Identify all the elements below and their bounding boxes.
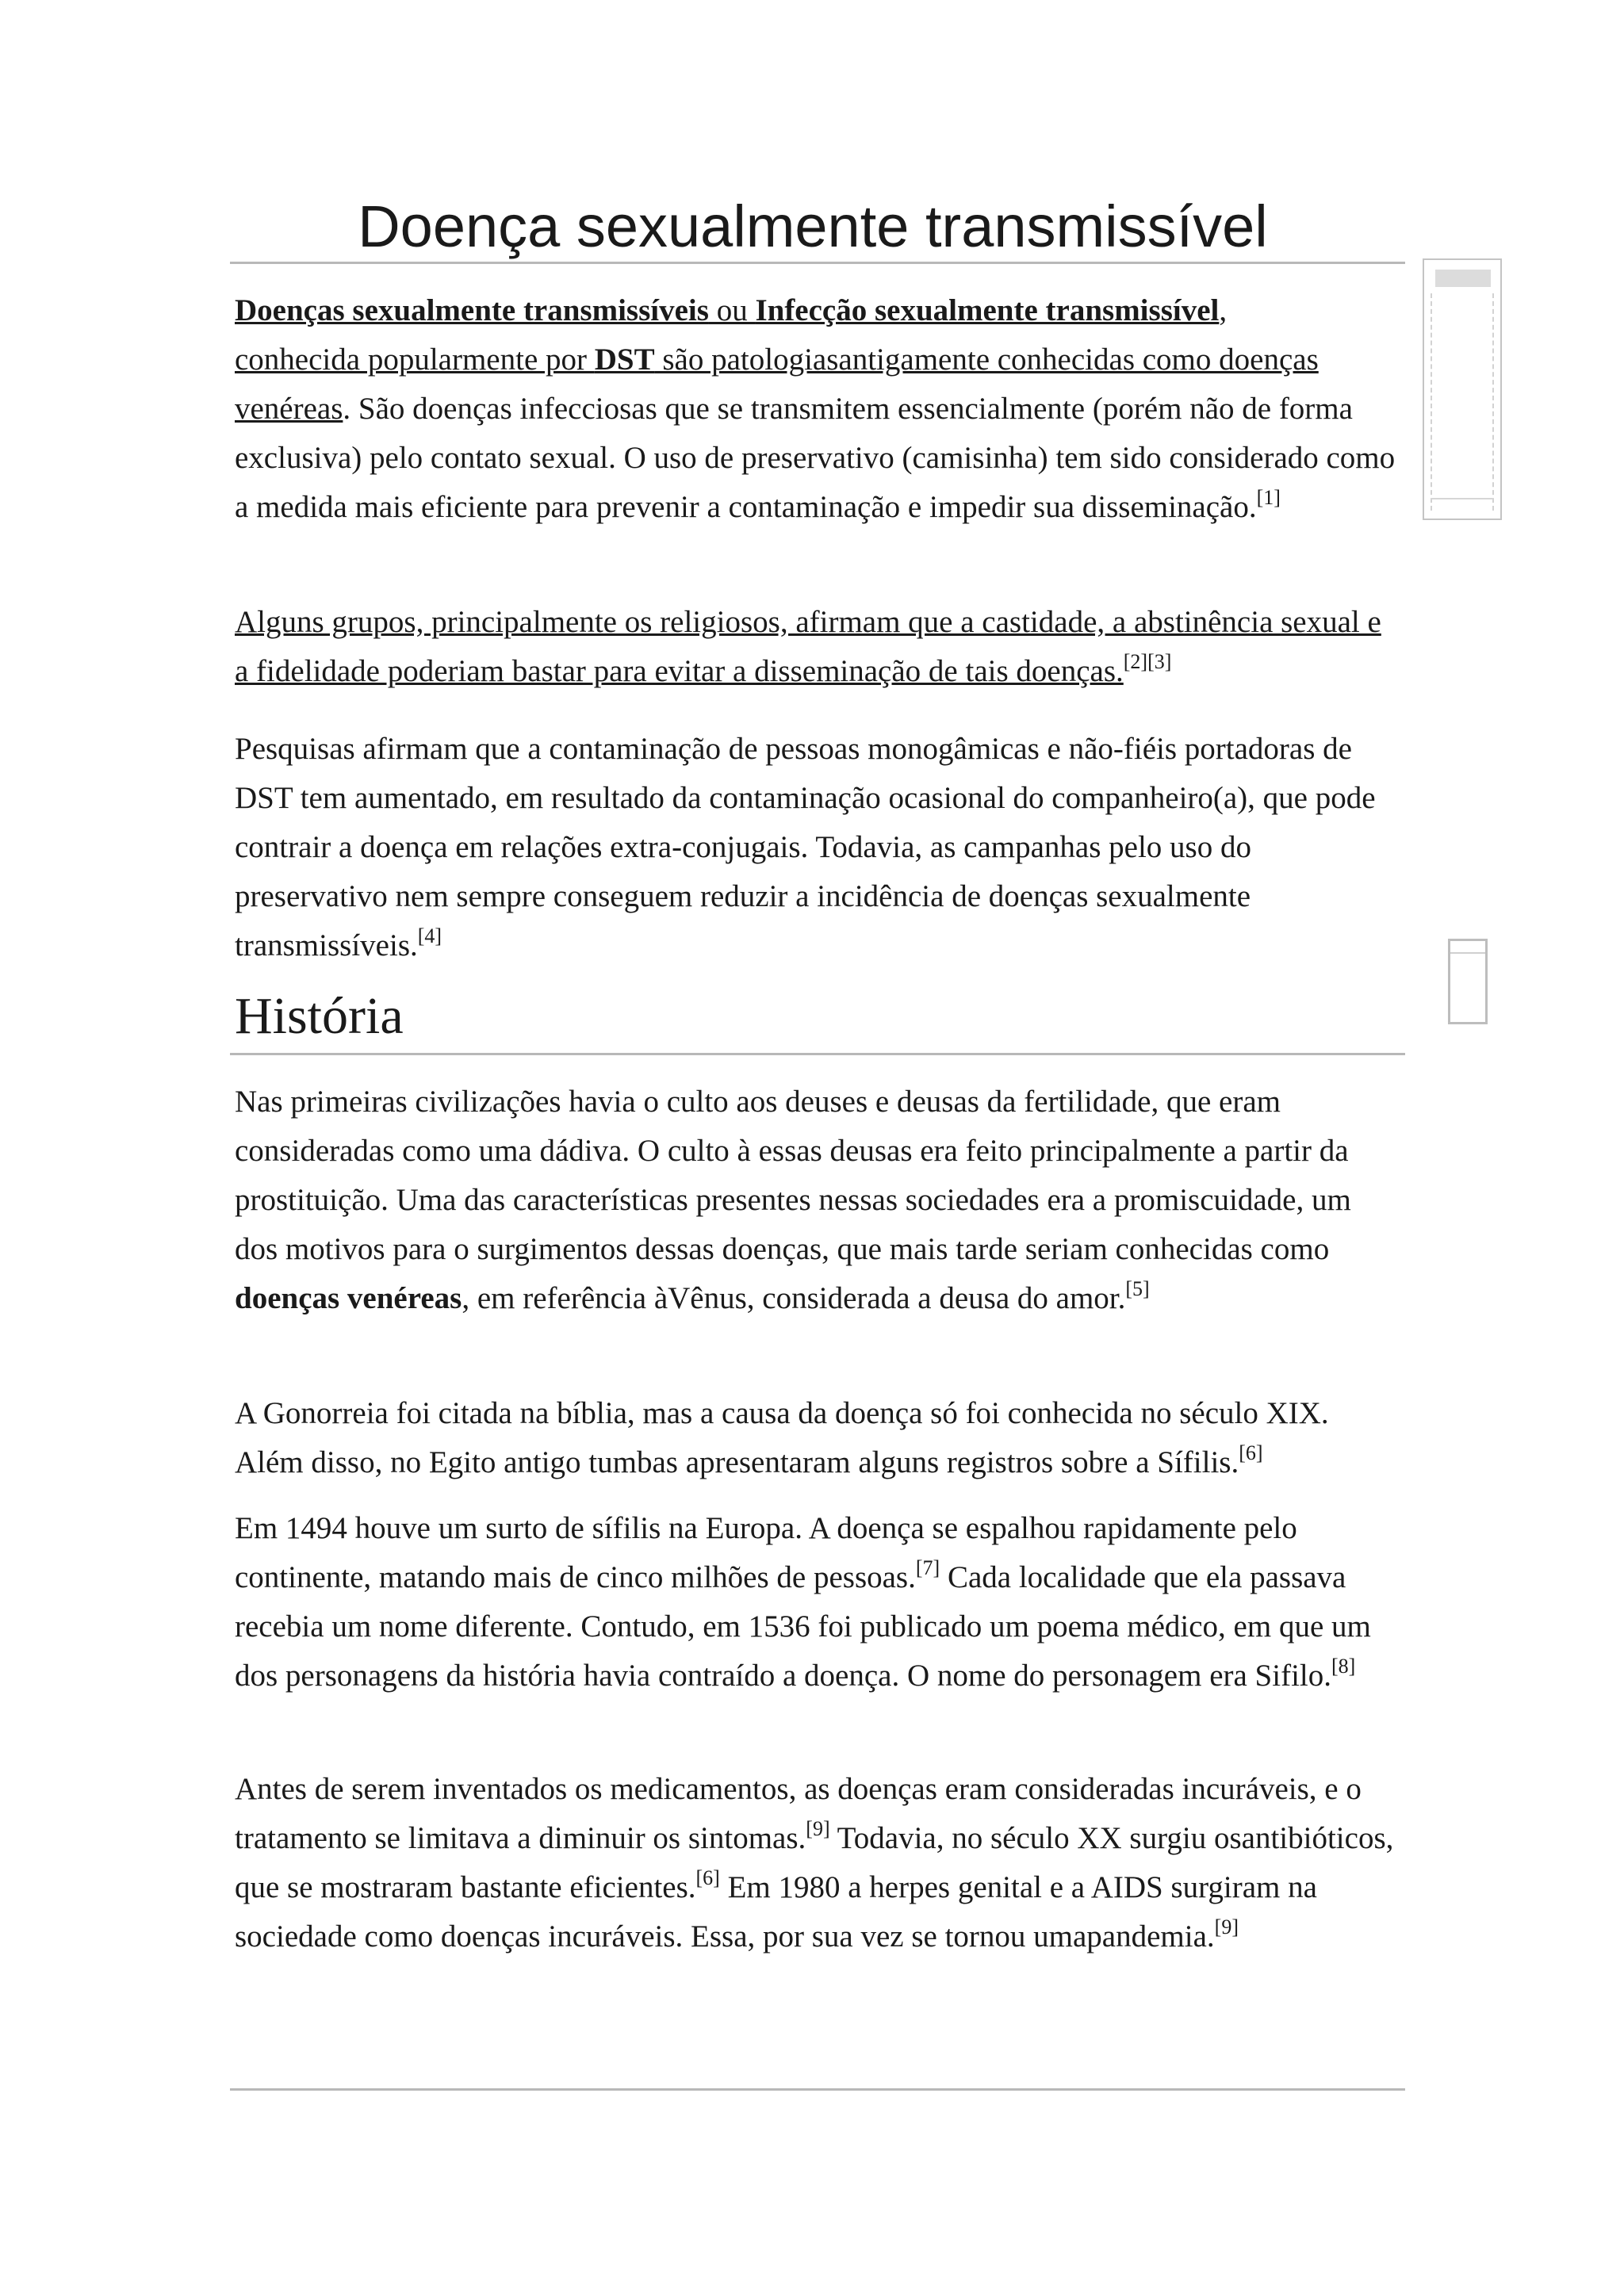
page-title: Doença sexualmente transmissível <box>358 193 1268 259</box>
history-paragraph-3: Em 1494 houve um surto de sífilis na Europa. A doença se espalhou rapidamente pelo continente, matando mais de cinco milhões de pessoas.[7] Cada localidade que ela passava recebia um nome diferente. Contudo, em 1536 foi publicado um poema médico, em que um dos personagens da história havia contraído a doença. O nome do personagem era Sifilo.[8] <box>235 1511 1371 1693</box>
reference-link[interactable]: [1] <box>1256 486 1281 509</box>
infobox-thumbnail <box>1435 270 1491 287</box>
history-divider <box>230 1053 1405 1055</box>
term-abbrev-bold: DST <box>594 342 655 377</box>
reference-link[interactable]: [4] <box>417 924 442 947</box>
venereal-diseases-bold: doenças venéreas <box>235 1281 462 1315</box>
term-ist-bold[interactable]: Infecção sexualmente transmissível <box>755 293 1220 327</box>
reference-link[interactable]: [8] <box>1331 1655 1356 1678</box>
reference-link[interactable]: [2][3] <box>1123 650 1172 673</box>
history-paragraph-1: Nas primeiras civilizações havia o culto aos deuses e deusas da fertilidade, que eram consideradas como uma dádiva. O culto à essas deusas era feito principalmente a partir da prostituição. Uma das características presentes nessas sociedades era a promiscuidade, um dos motivos para o surgimentos dessas doenças, que mais tarde seriam conhecidas como doenças venéreas, em referência àVênus, considerada a deusa do amor.[5] <box>235 1085 1351 1315</box>
term-dst-bold[interactable]: Doenças sexualmente transmissíveis <box>235 293 709 327</box>
title-divider <box>230 262 1405 264</box>
scroll-handle[interactable] <box>1448 939 1488 1024</box>
intro-paragraph-2 <box>235 598 1400 696</box>
sidebar-infobox <box>1423 258 1502 520</box>
reference-link[interactable]: [5] <box>1125 1277 1150 1300</box>
religious-groups-text[interactable]: Alguns grupos, principalmente os religiosos, afirmam que a castidade, a abstinência sexual e a fidelidade poderiam bastar para evitar a disseminação de tais doenças. <box>235 605 1381 688</box>
intro-paragraph-1: Doenças sexualmente transmissíveis ou Infecção sexualmente transmissível, conhecida popularmente por DST são patologiasantigamente conhecidas como doenças venéreas. São doenças infecciosas que se transmitem essencialmente (porém não de forma exclusiva) pelo contato sexual. O uso de preservativo (camisinha) tem sido considerado como a medida mais eficiente para prevenir a contaminação e impedir sua disseminação.[1] <box>235 293 1396 524</box>
reference-link[interactable]: [6] <box>1239 1441 1263 1464</box>
intro-paragraph-3: Pesquisas afirmam que a contaminação de pessoas monogâmicas e não-fiéis portadoras de DST tem aumentado, em resultado da contaminação ocasional do companheiro(a), que pode contrair a doença em relações extra-conjugais. Todavia, as campanhas pelo uso do preservativo nem sempre conseguem reduzir a incidência de doenças sexualmente transmissíveis.[4] <box>235 732 1376 962</box>
reference-link[interactable]: [9] <box>1214 1915 1239 1938</box>
reference-link[interactable]: [6] <box>695 1866 720 1889</box>
reference-link[interactable]: [7] <box>915 1556 940 1579</box>
history-paragraph-2: A Gonorreia foi citada na bíblia, mas a causa da doença só foi conhecida no século XIX. Além disso, no Egito antigo tumbas apresentaram alguns registros sobre a Sífilis.[6] <box>235 1396 1329 1479</box>
history-paragraph-4: Antes de serem inventados os medicamentos, as doenças eram consideradas incuráveis, e o tratamento se limitava a diminuir os sintomas.[9] Todavia, no século XX surgiu osantibióticos, que se mostraram bastante eficientes.[6] Em 1980 a herpes genital e a AIDS surgiram na sociedade como doenças incuráveis. Essa, por sua vez se tornou umapandemia.[9] <box>235 1772 1394 1954</box>
history-heading: História <box>235 987 404 1045</box>
footer-divider <box>230 2088 1405 2091</box>
reference-link[interactable]: [9] <box>806 1817 830 1840</box>
intro-link-text[interactable]: Doenças sexualmente transmissíveis ou Infecção sexualmente transmissível, conhecida popularmente por DST são patologiasantigamente conhecidas como doenças venéreas <box>235 293 1319 426</box>
